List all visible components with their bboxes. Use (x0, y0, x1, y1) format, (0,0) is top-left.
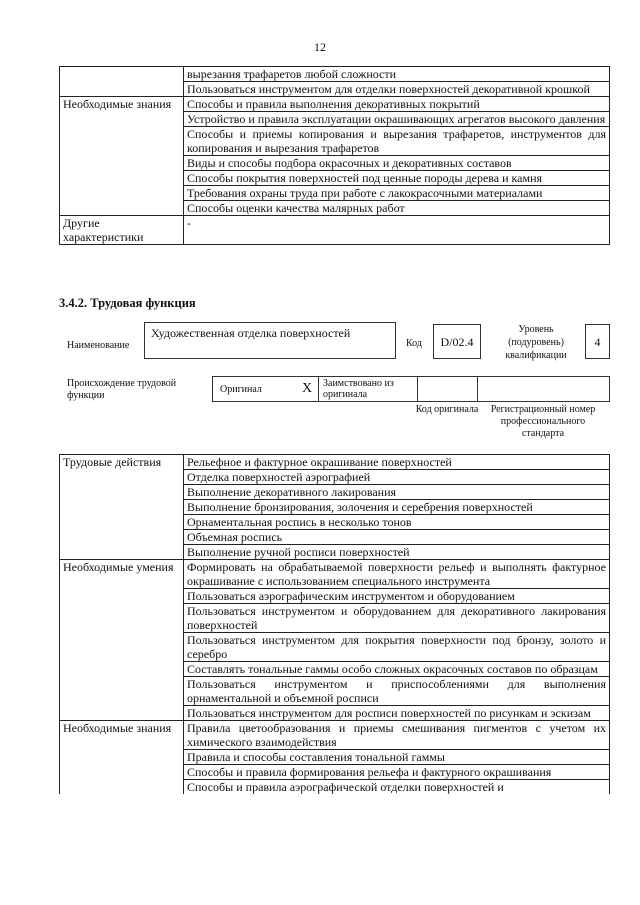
row-item: Отделка поверхностей аэрографией (184, 470, 610, 485)
row-item: - (184, 216, 610, 245)
row-item: Составлять тональные гаммы особо сложных окрасочных составов по образцам (184, 662, 610, 677)
row-item: Выполнение ручной росписи поверхностей (184, 545, 610, 560)
row-item: вырезания трафаретов любой сложности (184, 67, 610, 82)
row-category: Необходимые умения (60, 560, 184, 721)
row-item: Рельефное и фактурное окрашивание поверхностей (184, 455, 610, 470)
table-row (60, 560, 610, 589)
page-number: 12 (314, 40, 326, 54)
name-label: Наименование (67, 340, 130, 351)
row-item: Пользоваться инструментом и оборудованием для декоративного лакирования поверхностей (184, 604, 610, 633)
row-item: Устройство и правила эксплуатации окрашивающих агрегатов высокого давления (184, 112, 610, 127)
labor-function-table (59, 454, 610, 794)
row-item: Способы и правила выполнения декоративных покрытий (184, 97, 610, 112)
row-item: Орнаментальная роспись в несколько тонов (184, 515, 610, 530)
row-item: Пользоваться аэрографическим инструментом и оборудованием (184, 589, 610, 604)
table-row (60, 216, 610, 245)
row-category: Необходимые знания (60, 97, 184, 216)
row-item: Способы и правила формирования рельефа и фактурного окрашивания (184, 765, 610, 780)
function-code-box (433, 324, 481, 359)
row-item: Способы оценки качества малярных работ (184, 201, 610, 216)
table-row (60, 455, 610, 470)
code-label: Код (406, 338, 422, 349)
row-item: Способы покрытия поверхностей под ценные породы дерева и камня (184, 171, 610, 186)
registration-number-label: Регистрационный номер профессионального стандарта (490, 404, 596, 439)
table-row (60, 67, 610, 82)
original-label: Оригинал (220, 384, 262, 395)
row-item: Способы и правила аэрографической отделки поверхностей и (184, 780, 610, 795)
row-item: Пользоваться инструментом и приспособлениями для выполнения орнаментальной и объемной росписи (184, 677, 610, 706)
original-mark: X (302, 381, 313, 396)
row-item: Пользоваться инструментом для отделки поверхностей декоративной крошкой (184, 82, 610, 97)
origin-label: Происхождение трудовой функции (67, 378, 177, 401)
row-item: Формировать на обрабатываемой поверхности рельеф и выполнять фактурное окрашивание с использованием специального инструмента (184, 560, 610, 589)
row-item: Выполнение декоративного лакирования (184, 485, 610, 500)
row-item: Пользоваться инструментом для покрытия поверхности под бронзу, золото и серебро (184, 633, 610, 662)
level-value-box (585, 324, 610, 359)
function-code-value: D/02.4 (440, 335, 474, 349)
table-row (60, 97, 610, 112)
row-item: Требования охраны труда при работе с лакокрасочными материалами (184, 186, 610, 201)
row-item: Виды и способы подбора окрасочных и декоративных составов (184, 156, 610, 171)
level-label: Уровень (подуровень) квалификации (505, 324, 567, 361)
row-item: Выполнение бронзирования, золочения и серебрения поверхностей (184, 500, 610, 515)
row-item: Правила цветообразования и приемы смешивания пигментов с учетом их химического взаимодействия (184, 721, 610, 750)
row-item: Пользоваться инструментом для росписи поверхностей по рисункам и эскизам (184, 706, 610, 721)
row-item: Объемная роспись (184, 530, 610, 545)
row-category: Другие характеристики (60, 216, 184, 245)
row-category: Трудовые действия (60, 455, 184, 560)
function-name-value: Художественная отделка поверхностей (151, 326, 351, 340)
row-category: Необходимые знания (60, 721, 184, 795)
skills-knowledge-table-top (59, 66, 610, 245)
borrowed-label: Заимствовано из оригинала (323, 378, 394, 400)
row-category (60, 67, 184, 97)
table-row (60, 721, 610, 750)
origin-divider-1 (318, 376, 319, 402)
row-item: Способы и приемы копирования и вырезания трафаретов, инструментов для копирования и вырезания трафаретов (184, 127, 610, 156)
row-item: Правила и способы составления тональной гаммы (184, 750, 610, 765)
level-value: 4 (594, 335, 601, 349)
origin-box (212, 376, 610, 402)
origin-divider-3 (477, 376, 478, 402)
code-original-label: Код оригинала (415, 404, 479, 415)
function-name-box (144, 322, 396, 359)
origin-divider-2 (417, 376, 418, 402)
section-heading: 3.4.2. Трудовая функция (59, 296, 196, 310)
